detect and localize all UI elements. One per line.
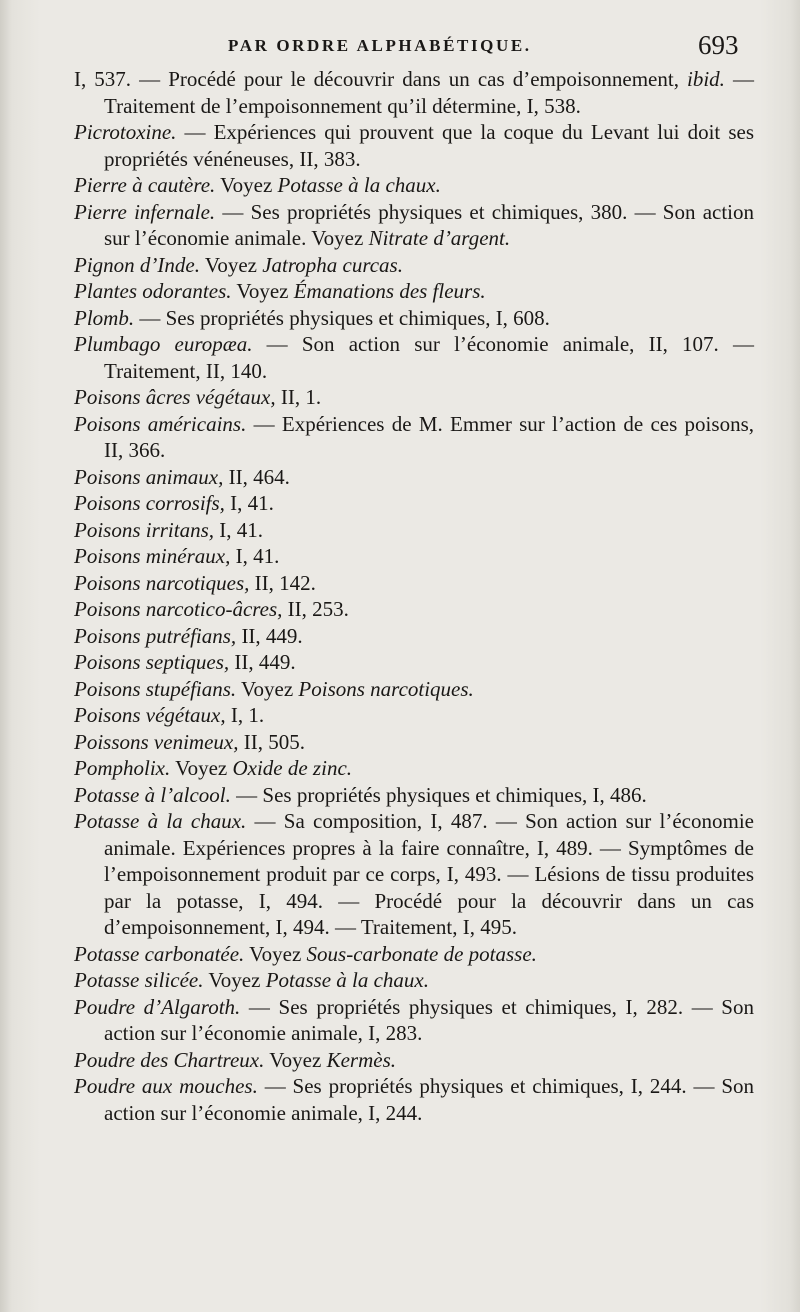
entry-italic-text: Poisons stupéfians. [74, 676, 237, 701]
index-entry [74, 278, 754, 305]
entry-italic-text: Poisons putréfians, [74, 623, 237, 648]
index-entry [74, 119, 754, 172]
index-entry [74, 755, 754, 782]
entry-text: I, 41. [214, 517, 264, 542]
entry-text: Voyez [264, 1047, 327, 1072]
entry-text: I, 41. [224, 491, 274, 515]
entry-text: Voyez [244, 941, 307, 966]
entry-italic-text: ibid. [687, 67, 725, 91]
entry-italic-text: Potasse à la chaux. [74, 809, 247, 833]
index-entry [74, 331, 754, 384]
entry-text: II, 505. [238, 729, 305, 754]
entry-text: — Ses propriétés physiques et chimiques, 380. — Son action sur l’économie animale. Voyez [104, 199, 755, 250]
entry-italic-text: Poisons végétaux, [74, 703, 226, 727]
entry-italic-text: Potasse à l’alcool. [74, 782, 231, 807]
index-entry [74, 676, 754, 703]
entry-text: — Expériences qui prouvent que la coque du Levant lui doit ses propriétés vénéneuses, II, 383. [104, 120, 754, 171]
entry-text: Voyez [199, 252, 263, 277]
entry-italic-text: Sous-carbonate de potasse. [306, 941, 537, 966]
index-entry [74, 490, 754, 517]
index-entry [74, 729, 754, 756]
entry-italic-text: Poisons irritans, [74, 517, 215, 542]
entry-text: I, 537. — Procédé pour le découvrir dans un cas d’empoisonnement, [74, 67, 688, 91]
entry-italic-text: Potasse à la chaux. [265, 968, 430, 992]
entry-italic-text: Potasse silicée. [74, 968, 204, 992]
entry-italic-text: Plomb. [74, 305, 135, 330]
index-entry [74, 570, 754, 597]
entry-italic-text: Pompholix. [74, 756, 171, 780]
entry-text: II, 449. [236, 623, 303, 648]
index-entry [74, 517, 754, 544]
entry-text: II, 142. [249, 570, 316, 595]
entry-italic-text: Oxide de zinc. [232, 756, 353, 780]
index-entry [74, 994, 754, 1047]
index-entry [74, 543, 754, 570]
entry-text: I, 41. [230, 544, 280, 568]
index-entry [74, 596, 754, 623]
entry-italic-text: Poudre d’Algaroth. [74, 994, 241, 1019]
entry-italic-text: Poisons narcotiques, [74, 570, 250, 595]
index-entry [74, 702, 754, 729]
entry-italic-text: Poudre aux mouches. [74, 1074, 258, 1098]
entry-italic-text: Pignon d’Inde. [74, 252, 200, 277]
entry-italic-text: Poisons minéraux, [74, 544, 231, 568]
entry-text: Voyez [236, 676, 299, 701]
entry-italic-text: Jatropha curcas. [262, 252, 403, 277]
index-entry [74, 172, 754, 199]
entry-text: — Ses propriétés physiques et chimiques, I, 282. — Son action sur l’économie animale, I, 283. [104, 994, 754, 1045]
entry-text: II, 464. [223, 464, 290, 489]
index-entry [74, 623, 754, 650]
index-entry [74, 199, 754, 252]
entry-italic-text: Pierre infernale. [74, 199, 216, 224]
running-head: PAR ORDRE ALPHABÉTIQUE. [228, 36, 532, 55]
entry-italic-text: Poudre des Chartreux. [74, 1047, 265, 1072]
entry-italic-text: Poisons narcotico-âcres, [74, 597, 283, 621]
entry-italic-text: Kermès. [326, 1047, 396, 1072]
entry-italic-text: Pierre à cautère. [74, 173, 216, 197]
index-entry [74, 66, 754, 119]
index-entry [74, 411, 754, 464]
entry-text: — Ses propriétés physiques et chimiques, I, 608. [134, 305, 550, 330]
index-entry [74, 464, 754, 491]
index-entry [74, 967, 754, 994]
entry-italic-text: Poissons venimeux, [74, 729, 239, 754]
index-entry [74, 252, 754, 279]
index-entry [74, 305, 754, 332]
entry-italic-text: Poisons américains. [74, 411, 247, 436]
entry-text: Voyez [215, 173, 278, 197]
index-entry [74, 384, 754, 411]
index-entry [74, 941, 754, 968]
index-entry [74, 808, 754, 941]
entry-italic-text: Poisons narcotiques. [298, 676, 474, 701]
entry-italic-text: Poisons corrosifs, [74, 491, 225, 515]
entry-text: Voyez [170, 756, 233, 780]
entry-text: — Ses propriétés physiques et chimiques, I, 486. [230, 782, 647, 807]
entry-text: — Traitement de l’empoisonnement qu’il détermine, I, 538. [104, 67, 755, 118]
entry-italic-text: Nitrate d’argent. [368, 226, 511, 250]
entry-text: II, 1. [275, 385, 322, 409]
page-header [0, 30, 800, 64]
entry-text: — Expériences de M. Emmer sur l’action de ces poisons, II, 366. [104, 411, 754, 462]
entry-italic-text: Poisons âcres végétaux, [74, 385, 276, 409]
entry-text: — Ses propriétés physiques et chimiques, I, 244. — Son action sur l’économie animale, I, 244. [104, 1074, 754, 1125]
page-number: 693 [698, 30, 739, 60]
index-entry [74, 1047, 754, 1074]
index-entry [74, 649, 754, 676]
entry-text: II, 449. [229, 650, 296, 674]
entry-italic-text: Plumbago europæa. [74, 332, 253, 356]
entry-italic-text: Poisons animaux, [74, 464, 224, 489]
index-body [74, 66, 754, 1126]
entry-italic-text: Poisons septiques, [74, 650, 230, 674]
entry-text: I, 1. [225, 703, 265, 727]
entry-text: Voyez [231, 279, 294, 303]
entry-text: Voyez [203, 968, 266, 992]
index-entry [74, 782, 754, 809]
entry-italic-text: Picrotoxine. [74, 120, 177, 144]
entry-text: — Sa composition, I, 487. — Son action sur l’économie animale. Expériences propres à la faire connaître, I, 489. — Symptômes de l’empoisonnement produit par ce corps, I, 493. — Lésions de tissu produites par la potasse, I, 494. — Procédé pour la découvrir dans un cas d’empoisonnement, I, 494. — Traitement, I, 495. [104, 809, 754, 939]
index-entry [74, 1073, 754, 1126]
entry-text: II, 253. [282, 597, 349, 621]
entry-italic-text: Plantes odorantes. [74, 279, 232, 303]
entry-italic-text: Émanations des fleurs. [293, 279, 486, 303]
entry-italic-text: Potasse carbonatée. [74, 941, 245, 966]
entry-italic-text: Potasse à la chaux. [277, 173, 441, 197]
entry-text: — Son action sur l’économie animale, II, 107. — Traitement, II, 140. [104, 332, 754, 383]
